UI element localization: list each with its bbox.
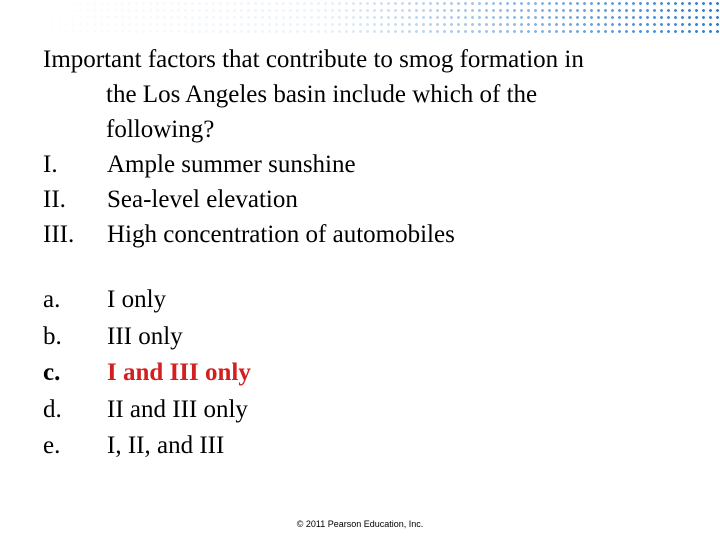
statement-number: III. xyxy=(43,221,75,248)
statement-text: Ample summer sunshine xyxy=(107,151,356,178)
answer-letter: c. xyxy=(43,359,61,386)
statement-number: II. xyxy=(43,186,66,213)
answer-text: III only xyxy=(107,322,183,350)
answer-text: I only xyxy=(107,286,167,313)
answer-option-a xyxy=(43,282,643,319)
answer-option-b xyxy=(43,319,643,356)
question-text-line-1: Important factors that contribute to smog formation in xyxy=(43,46,584,73)
answer-option-d xyxy=(43,392,643,429)
answer-text: II and III only xyxy=(107,395,248,423)
decorative-dot-band xyxy=(0,0,720,34)
answer-option-c-correct xyxy=(43,355,643,392)
statement-text: High concentration of automobiles xyxy=(107,221,455,248)
statement-text: Sea-level elevation xyxy=(107,186,298,213)
answer-text: I and III only xyxy=(107,359,251,386)
statement-item xyxy=(43,182,673,217)
answer-letter: e. xyxy=(43,432,61,459)
statement-item xyxy=(43,147,673,182)
copyright-footer: © 2011 Pearson Education, Inc. xyxy=(296,519,424,529)
answer-letter: d. xyxy=(43,395,62,423)
answer-letter: b. xyxy=(43,322,62,350)
answer-letter: a. xyxy=(43,286,61,313)
statement-item xyxy=(43,217,673,252)
answer-list xyxy=(43,282,643,465)
question-block xyxy=(43,42,673,252)
answer-text: I, II, and III xyxy=(107,432,225,459)
question-text-line-2: the Los Angeles basin include which of the xyxy=(106,81,538,108)
question-text-line-3: following? xyxy=(106,116,215,143)
answer-option-e xyxy=(43,428,643,465)
statement-number: I. xyxy=(43,151,58,178)
